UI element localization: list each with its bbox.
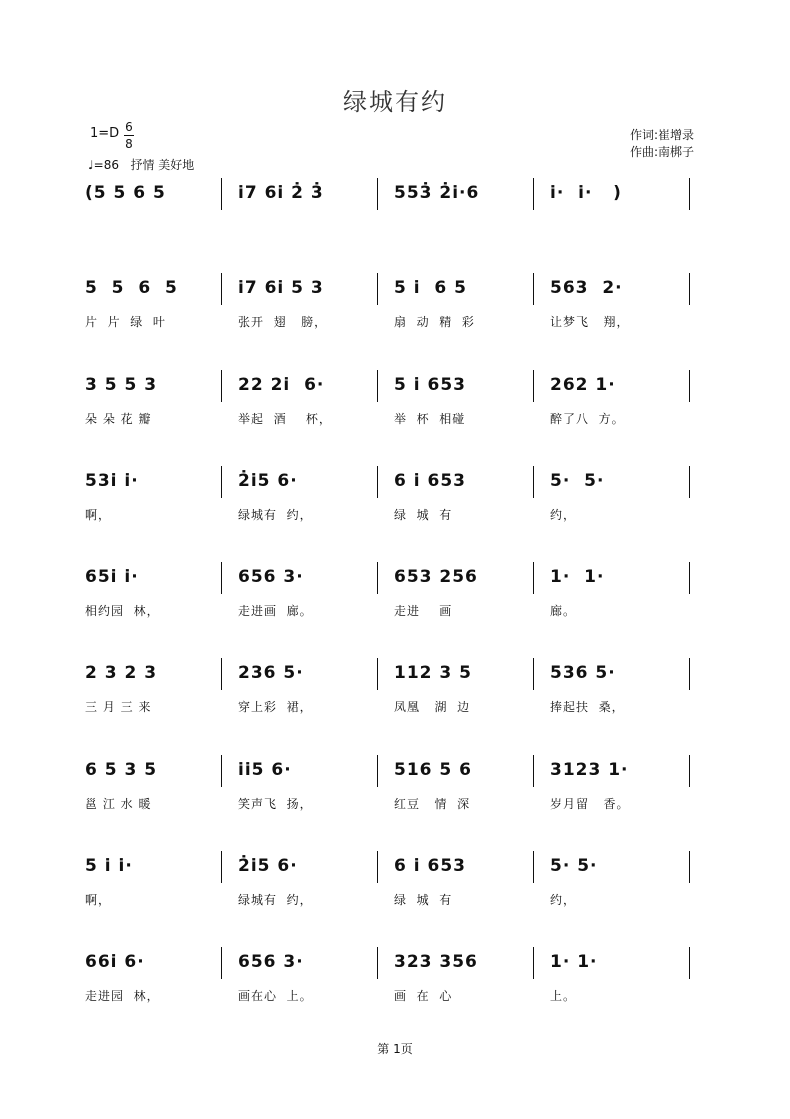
measure-notes: 2̇i̇5 6· [238, 471, 298, 491]
measure-notes: i̇i̇5 6· [238, 760, 292, 780]
page-title: 绿城有约 [343, 88, 447, 116]
measure-notes: 6 5 3 5 [85, 760, 158, 780]
measure-notes: 2̇i̇5 6· [238, 856, 298, 876]
measure-lyrics: 相约园 林， [85, 604, 160, 618]
measure-lyrics: 让梦飞 翔， [550, 315, 630, 329]
lyricist: 作词:崔增录 [630, 128, 695, 142]
measure-lyrics: 片 片 绿 叶 [85, 315, 166, 329]
barline [221, 947, 222, 979]
barline [377, 466, 378, 498]
measure-notes: i̇7 6i̇ 5 3 [238, 278, 324, 298]
credits [630, 127, 694, 161]
measure-notes: 112 3 5 [394, 663, 472, 683]
measure-notes: 3 5 5 3 [85, 375, 158, 395]
barline [377, 947, 378, 979]
barline [221, 562, 222, 594]
measure-lyrics: 穿上彩 裙， [238, 700, 313, 714]
tempo-value: ♩=86 [88, 158, 119, 172]
barline [533, 755, 534, 787]
barline [533, 466, 534, 498]
measure-notes: 516 5 6 [394, 760, 472, 780]
measure-lyrics: 走进园 林， [85, 989, 160, 1003]
time-signature [124, 120, 134, 151]
barline [689, 370, 690, 402]
measure-lyrics: 凤凰 湖 边 [394, 700, 471, 714]
barline [377, 562, 378, 594]
measure-lyrics: 啊， [85, 893, 112, 907]
barline [221, 466, 222, 498]
measure-lyrics: 画在心 上。 [238, 989, 313, 1003]
barline [533, 370, 534, 402]
measure-lyrics: 绿城有 约， [238, 893, 313, 907]
measure-lyrics: 约， [550, 508, 577, 522]
barline [221, 370, 222, 402]
measure-notes: 656 3· [238, 567, 304, 587]
measure-lyrics: 红豆 情 深 [394, 797, 471, 811]
barline [689, 562, 690, 594]
measure-notes: 5· 5· [550, 856, 598, 876]
measure-notes: 5· 5· [550, 471, 605, 491]
measure-lyrics: 啊， [85, 508, 112, 522]
measure-lyrics: 笑声飞 扬， [238, 797, 313, 811]
barline [377, 370, 378, 402]
measure-lyrics: 岁月留 香。 [550, 797, 630, 811]
barline [689, 178, 690, 210]
measure-notes: 553̇ 2̇i̇·6 [394, 183, 480, 203]
barline [689, 947, 690, 979]
measure-lyrics: 绿城有 约， [238, 508, 313, 522]
measure-lyrics: 举起 酒 杯， [238, 412, 332, 426]
measure-notes: i̇· i̇· ) [550, 183, 622, 203]
measure-lyrics: 画 在 心 [394, 989, 453, 1003]
measure-lyrics: 朵 朵 花 瓣 [85, 412, 152, 426]
barline [689, 851, 690, 883]
measure-notes: 536 5· [550, 663, 616, 683]
barline [533, 178, 534, 210]
measure-notes: 5 5 6 5 [85, 278, 178, 298]
measure-lyrics: 三 月 三 来 [85, 700, 152, 714]
key-label: 1=D [90, 126, 120, 141]
time-bottom: 8 [125, 137, 133, 151]
measure-notes: 262 1· [550, 375, 616, 395]
barline [533, 273, 534, 305]
measure-notes: 563 2· [550, 278, 623, 298]
measure-notes: i̇7 6i̇ 2̇ 3̇ [238, 183, 324, 203]
barline [533, 947, 534, 979]
barline [689, 658, 690, 690]
barline [377, 658, 378, 690]
barline [377, 851, 378, 883]
barline [689, 466, 690, 498]
barline [377, 755, 378, 787]
measure-notes: 5 i̇ 6 5 [394, 278, 467, 298]
barline [221, 658, 222, 690]
measure-lyrics: 绿 城 有 [394, 508, 453, 522]
measure-notes: 6 i̇ 653 [394, 856, 466, 876]
barline [533, 851, 534, 883]
barline [377, 178, 378, 210]
barline [689, 755, 690, 787]
measure-lyrics: 上。 [550, 989, 577, 1003]
barline [377, 273, 378, 305]
measure-notes: 323 356 [394, 952, 478, 972]
measure-notes: 1· 1· [550, 567, 605, 587]
barline [533, 658, 534, 690]
measure-lyrics: 走进画 廊。 [238, 604, 313, 618]
measure-notes: 1· 1· [550, 952, 598, 972]
composer: 作曲:南梆子 [630, 145, 695, 159]
measure-notes: 656 3· [238, 952, 304, 972]
measure-lyrics: 走进 画 [394, 604, 453, 618]
measure-lyrics: 绿 城 有 [394, 893, 453, 907]
measure-notes: 6 i̇ 653 [394, 471, 466, 491]
measure-lyrics: 举 杯 相碰 [394, 412, 466, 426]
measure-lyrics: 醉了八 方。 [550, 412, 625, 426]
measure-lyrics: 约， [550, 893, 577, 907]
barline [221, 755, 222, 787]
measure-lyrics: 邕 江 水 暖 [85, 797, 152, 811]
measure-notes: 22 2i̇ 6· [238, 375, 325, 395]
measure-notes: 2 3 2 3 [85, 663, 158, 683]
measure-notes: 5 i̇ 653 [394, 375, 466, 395]
measure-lyrics: 张开 翅 膀， [238, 315, 328, 329]
measure-notes: 53i̇ i̇· [85, 471, 139, 491]
measure-lyrics: 扇 动 精 彩 [394, 315, 475, 329]
barline [221, 273, 222, 305]
measure-notes: 66i̇ 6· [85, 952, 145, 972]
measure-notes: 65i̇ i̇· [85, 567, 139, 587]
tempo-marking [88, 156, 194, 173]
barline [221, 851, 222, 883]
measure-notes: (5 5 6 5 [85, 183, 166, 203]
measure-notes: 5 i̇ i̇· [85, 856, 133, 876]
barline [689, 273, 690, 305]
barline [221, 178, 222, 210]
barline [533, 562, 534, 594]
measure-notes: 236 5· [238, 663, 304, 683]
expression-text: 抒情 美好地 [130, 158, 195, 172]
measure-notes: 653 256 [394, 567, 478, 587]
page-footer: 第 1页 [377, 1042, 413, 1056]
measure-lyrics: 廊。 [550, 604, 577, 618]
measure-notes: 3123 1· [550, 760, 629, 780]
time-top: 6 [125, 120, 133, 134]
measure-lyrics: 捧起扶 桑， [550, 700, 625, 714]
key-signature [90, 120, 133, 151]
